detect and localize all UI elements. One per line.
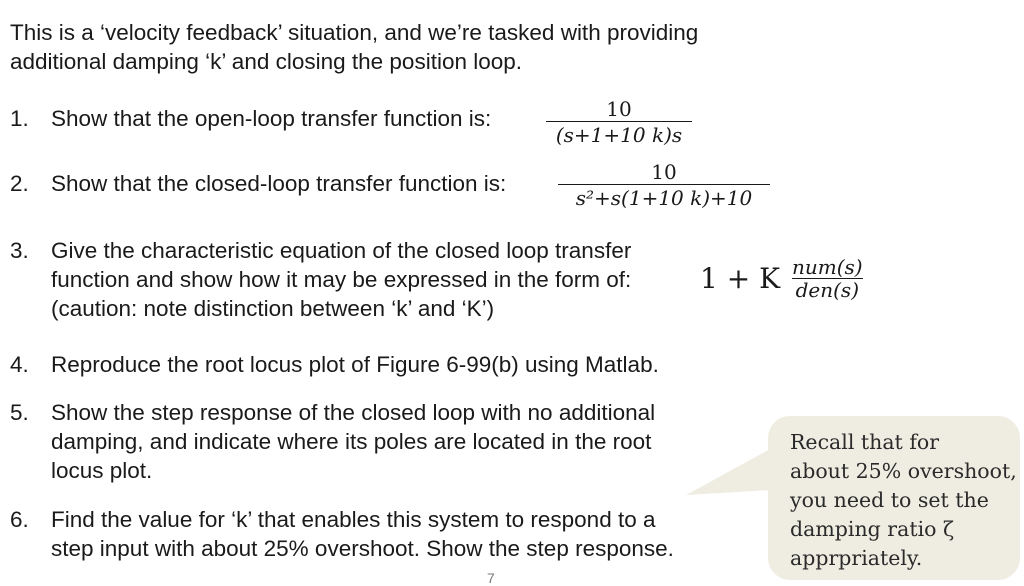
char-form-fraction	[792, 256, 863, 301]
item-3-text-2: function and show how it may be expressed in the form of:	[51, 267, 632, 292]
item-2-numerator: 10	[651, 160, 677, 184]
item-1-number: 1.	[10, 106, 29, 131]
item-5-text-3: locus plot.	[51, 458, 153, 483]
item-5-text-2: damping, and indicate where its poles are located in the root	[51, 429, 652, 454]
item-3-text-1: Give the characteristic equation of the closed loop transfer	[51, 238, 632, 263]
item-6-number: 6.	[10, 507, 29, 532]
char-form-numerator: num(s)	[792, 255, 863, 279]
item-1-text: Show that the open-loop transfer function is:	[51, 106, 492, 131]
callout-line-1: Recall that for	[790, 430, 940, 454]
item-2-denominator: s²+s(1+10 k)+10	[558, 184, 770, 210]
item-4-text: Reproduce the root locus plot of Figure 6-99(b) using Matlab.	[51, 352, 659, 377]
item-2-closed-loop-fraction	[558, 160, 770, 210]
item-5-number: 5.	[10, 400, 29, 425]
callout-line-3: you need to set the	[790, 488, 989, 512]
item-1-open-loop-fraction	[546, 97, 692, 147]
intro-line-2: additional damping ‘k’ and closing the position loop.	[10, 49, 523, 74]
page-number: 7	[487, 570, 495, 586]
item-2-number: 2.	[10, 171, 29, 196]
callout-line-2: about 25% overshoot,	[790, 459, 1017, 483]
item-6-text-1: Find the value for ‘k’ that enables this system to respond to a	[51, 507, 656, 532]
item-4-number: 4.	[10, 352, 29, 377]
item-3-number: 3.	[10, 238, 29, 263]
item-1-denominator: (s+1+10 k)s	[546, 121, 692, 147]
callout-line-4: damping ratio ζ	[790, 517, 955, 541]
callout-line-5: apprpriately.	[790, 546, 923, 570]
item-1-numerator: 10	[606, 97, 632, 121]
intro-line-1: This is a ‘velocity feedback’ situation, and we’re tasked with providing	[10, 20, 699, 45]
char-form-denominator: den(s)	[792, 278, 863, 301]
characteristic-form	[700, 255, 890, 302]
char-form-prefix: 1 + K	[700, 262, 780, 295]
callout-text	[790, 428, 1020, 573]
item-2-text: Show that the closed-loop transfer function is:	[51, 171, 507, 196]
item-3-text-3: (caution: note distinction between ‘k’ and ‘K’)	[51, 296, 495, 321]
item-6-text-2: step input with about 25% overshoot. Show the step response.	[51, 536, 674, 561]
item-5-text-1: Show the step response of the closed loop with no additional	[51, 400, 656, 425]
